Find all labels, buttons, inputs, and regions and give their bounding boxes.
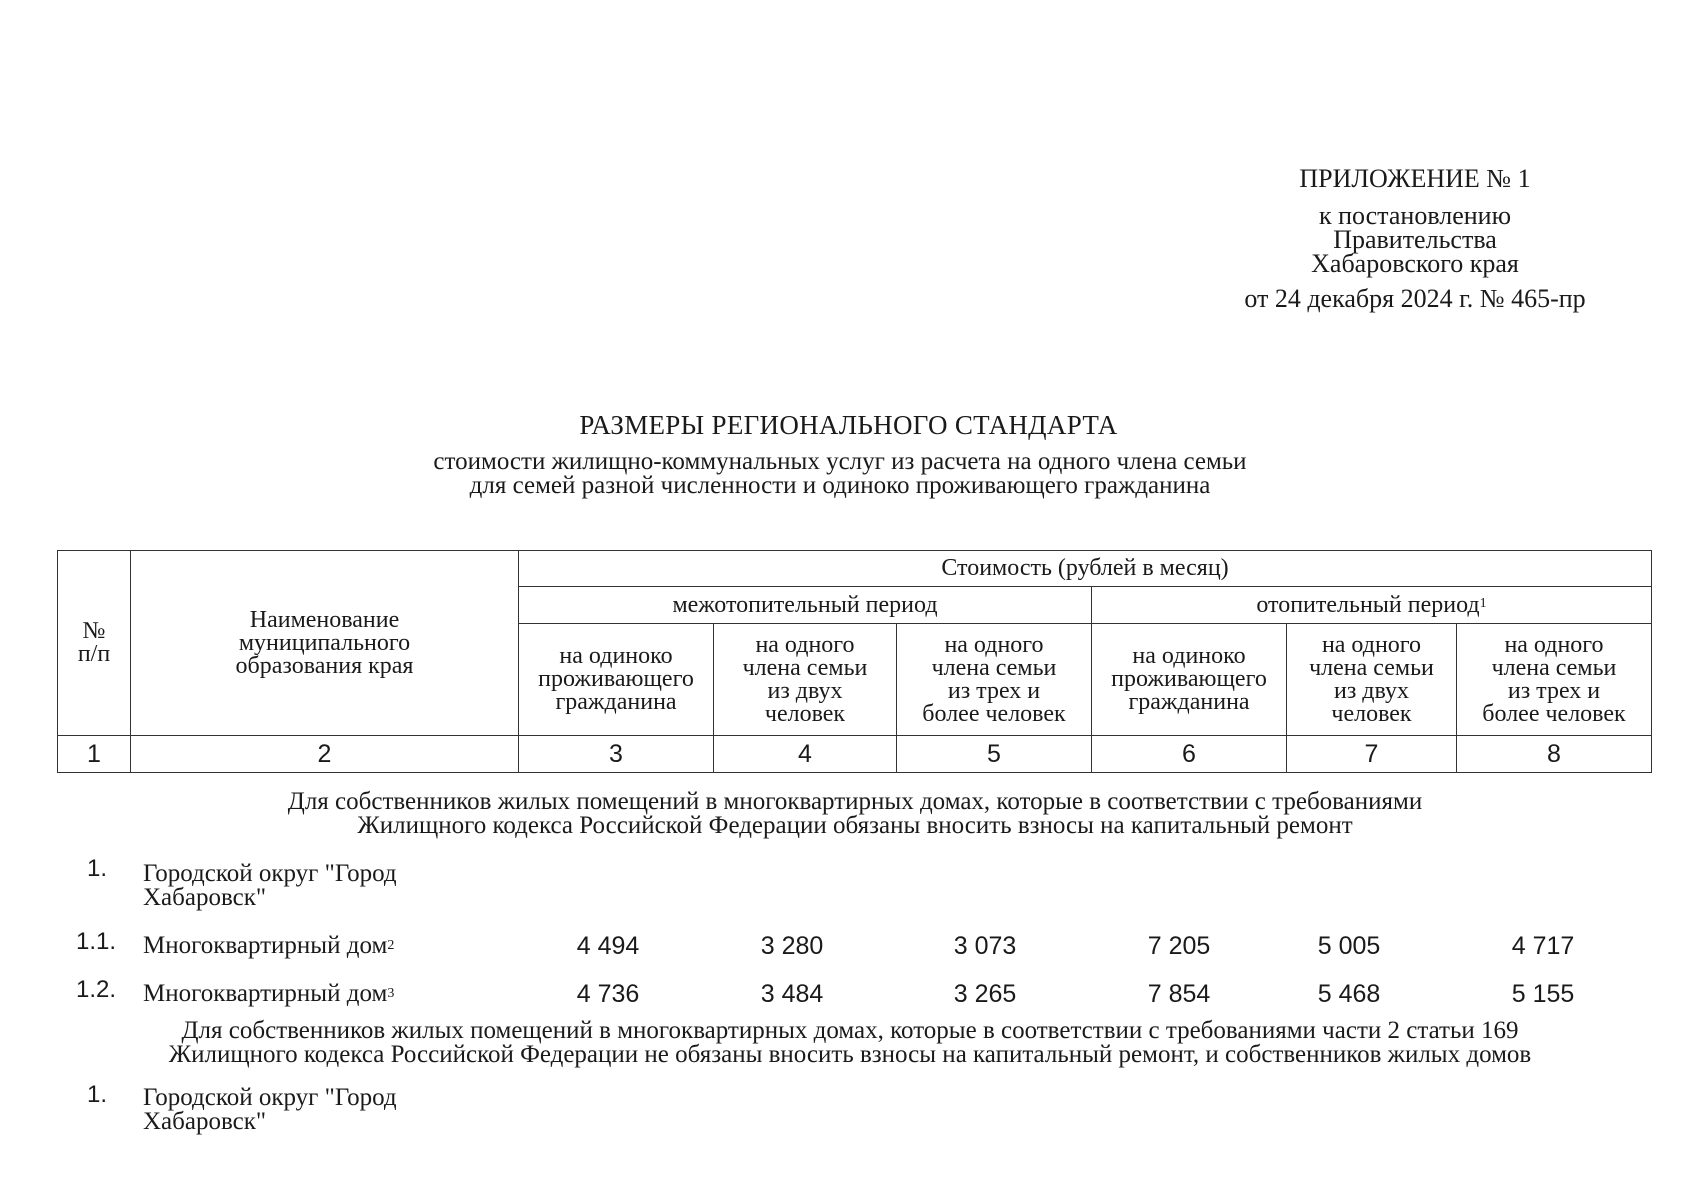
header-cost: Стоимость (рублей в месяц) — [519, 551, 1652, 587]
row-value: 3 265 — [953, 980, 1017, 1008]
header-table — [57, 550, 1652, 773]
group-name-line-2: Хабаровск" — [143, 884, 267, 911]
row-name: Многоквартирный дом$^3$ — [143, 980, 395, 1007]
row-number: 1.1. — [76, 928, 117, 955]
section-2-line-1: Для собственников жилых помещений в многоквартирных домах, которые в соответствии с требованиями части 2 статьи 169 — [181, 1017, 1519, 1044]
index-cell: 2 — [131, 736, 519, 773]
document-title: РАЗМЕРЫ РЕГИОНАЛЬНОГО СТАНДАРТА — [579, 410, 1118, 440]
header-sub-three-1: на одного члена семьи из трех и более человек — [897, 624, 1092, 736]
annex-line-2: Правительства — [1333, 225, 1497, 254]
index-cell: 4 — [714, 736, 897, 773]
row-value: 5 468 — [1317, 980, 1381, 1008]
annex-line-1: к постановлению — [1318, 201, 1512, 230]
index-cell: 8 — [1457, 736, 1652, 773]
group-name-line-1: Городской округ "Город — [143, 1084, 397, 1111]
group-name — [143, 1086, 397, 1134]
header-sub-two-2: на одного члена семьи из двух человек — [1287, 624, 1457, 736]
row-value: 7 854 — [1147, 980, 1211, 1008]
header-sub-single-1: на одиноко проживающего гражданина — [519, 624, 714, 736]
header-sub-single-2: на одиноко проживающего гражданина — [1092, 624, 1287, 736]
row-footnote-mark: 2 — [387, 938, 395, 953]
row-value: 4 494 — [576, 932, 640, 960]
group-name-line-1: Городской округ "Город — [143, 860, 397, 887]
index-cell: 3 — [519, 736, 714, 773]
row-value: 7 205 — [1147, 932, 1211, 960]
annex-line-3: Хабаровского края — [1311, 249, 1519, 278]
section-2-line-2: Жилищного кодекса Российской Федерации не обязаны вносить взносы на капитальный ремонт, и собственников жилых домов — [168, 1041, 1532, 1068]
annex-block — [1200, 164, 1630, 314]
row-value: 3 484 — [760, 980, 824, 1008]
row-value: 5 005 — [1317, 932, 1381, 960]
row-number: 1.2. — [76, 976, 117, 1003]
group-number: 1. — [87, 1081, 108, 1108]
header-col-number: № п/п — [58, 551, 131, 736]
row-footnote-mark: 3 — [387, 986, 395, 1001]
annex-date-number: от 24 декабря 2024 г. № 465-пр — [1244, 284, 1586, 313]
section-1-line-1: Для собственников жилых помещений в многоквартирных домах, которые в соответствии с требованиями — [287, 788, 1423, 815]
group-name — [143, 862, 397, 910]
index-cell: 5 — [897, 736, 1092, 773]
header-sub-two-1: на одного члена семьи из двух человек — [714, 624, 897, 736]
row-value: 5 155 — [1511, 980, 1575, 1008]
index-cell: 1 — [58, 736, 131, 773]
heating-footnote-mark: 1 — [1479, 595, 1487, 611]
section-1-heading — [60, 790, 1650, 838]
row-value: 3 280 — [760, 932, 824, 960]
document-subtitle — [300, 450, 1380, 498]
row-name: Многоквартирный дом$^2$ — [143, 932, 395, 959]
group-number: 1. — [87, 855, 108, 882]
section-1-line-2: Жилищного кодекса Российской Федерации обязаны вносить взносы на капитальный ремонт — [357, 812, 1353, 839]
annex-title: ПРИЛОЖЕНИЕ № 1 — [1299, 164, 1531, 193]
header-col-name: Наименование муниципального образования края — [131, 551, 519, 736]
row-value: 4 717 — [1511, 932, 1575, 960]
index-cell: 6 — [1092, 736, 1287, 773]
group-name-line-2: Хабаровск" — [143, 1108, 267, 1135]
header-interheating-period: межотопительный период — [519, 587, 1092, 624]
header-heating-period: отопительный период$^1$ — [1092, 587, 1652, 624]
row-value: 3 073 — [953, 932, 1017, 960]
section-2-heading — [40, 1019, 1660, 1067]
header-sub-three-2: на одного члена семьи из трех и более человек — [1457, 624, 1652, 736]
index-cell: 7 — [1287, 736, 1457, 773]
subtitle-line-1: стоимости жилищно-коммунальных услуг из расчета на одного члена семьи — [433, 448, 1247, 475]
subtitle-line-2: для семей разной численности и одиноко проживающего гражданина — [469, 472, 1211, 499]
row-value: 4 736 — [576, 980, 640, 1008]
